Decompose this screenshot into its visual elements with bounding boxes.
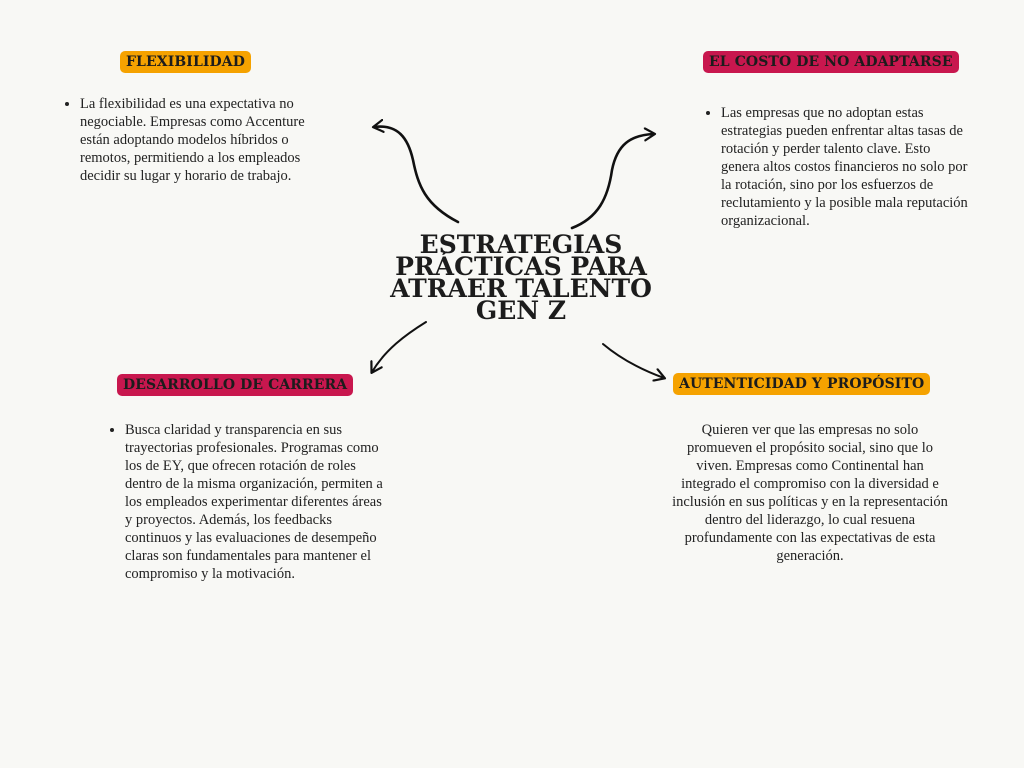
arrow-to-flexibilidad xyxy=(374,127,458,222)
bullet-desarrollo: • Busca claridad y transparencia en sus trayectorias profesionales. Programas como los de EY, que ofrecen rotación de roles dentro de la misma organización, permiten a los empleados experimentar diferentes áreas y proyectos. Además, los feedbacks continuos y las evaluaciones de desempeño claras son fundamentales para mantener el compromiso y la motivación. xyxy=(125,421,385,583)
text-flexibilidad xyxy=(60,95,312,185)
tag-costo: EL COSTO DE NO ADAPTARSE xyxy=(703,51,959,73)
arrow-to-desarrollo xyxy=(372,322,426,372)
arrow-to-costo xyxy=(572,134,654,228)
bullet-costo: • Las empresas que no adoptan estas estrategias pueden enfrentar altas tasas de rotación y perder talento clave. Esto genera altos costos financieros no solo por la rotación, sino por los esfuerzos de reclutamiento y la posible mala reputación organizacional. xyxy=(721,104,969,230)
bullet-flexibilidad: • La flexibilidad es una expectativa no negociable. Empresas como Accenture están adoptando modelos híbridos o remotos, permitiendo a los empleados decidir su lugar y horario de trabajo. xyxy=(80,95,312,185)
text-autenticidad: Quieren ver que las empresas no solo promueven el propósito social, sino que lo viven. Empresas como Continental han integrado el compromiso con la diversidad e inclusión en sus políticas y en la representación dentro del liderazgo, lo cual resuena profundamente con las expectativas de esta generación. xyxy=(672,422,948,564)
text-costo xyxy=(701,104,969,230)
text-desarrollo xyxy=(105,421,385,583)
tag-desarrollo: DESARROLLO DE CARRERA xyxy=(117,374,353,396)
tag-autenticidad: AUTENTICIDAD Y PROPÓSITO xyxy=(673,373,930,395)
tag-flexibilidad: FLEXIBILIDAD xyxy=(120,51,251,73)
arrow-to-autenticidad xyxy=(603,344,664,378)
central-title: ESTRATEGIAS PRÁCTICAS PARA ATRAER TALENTO GEN Z xyxy=(390,230,652,325)
